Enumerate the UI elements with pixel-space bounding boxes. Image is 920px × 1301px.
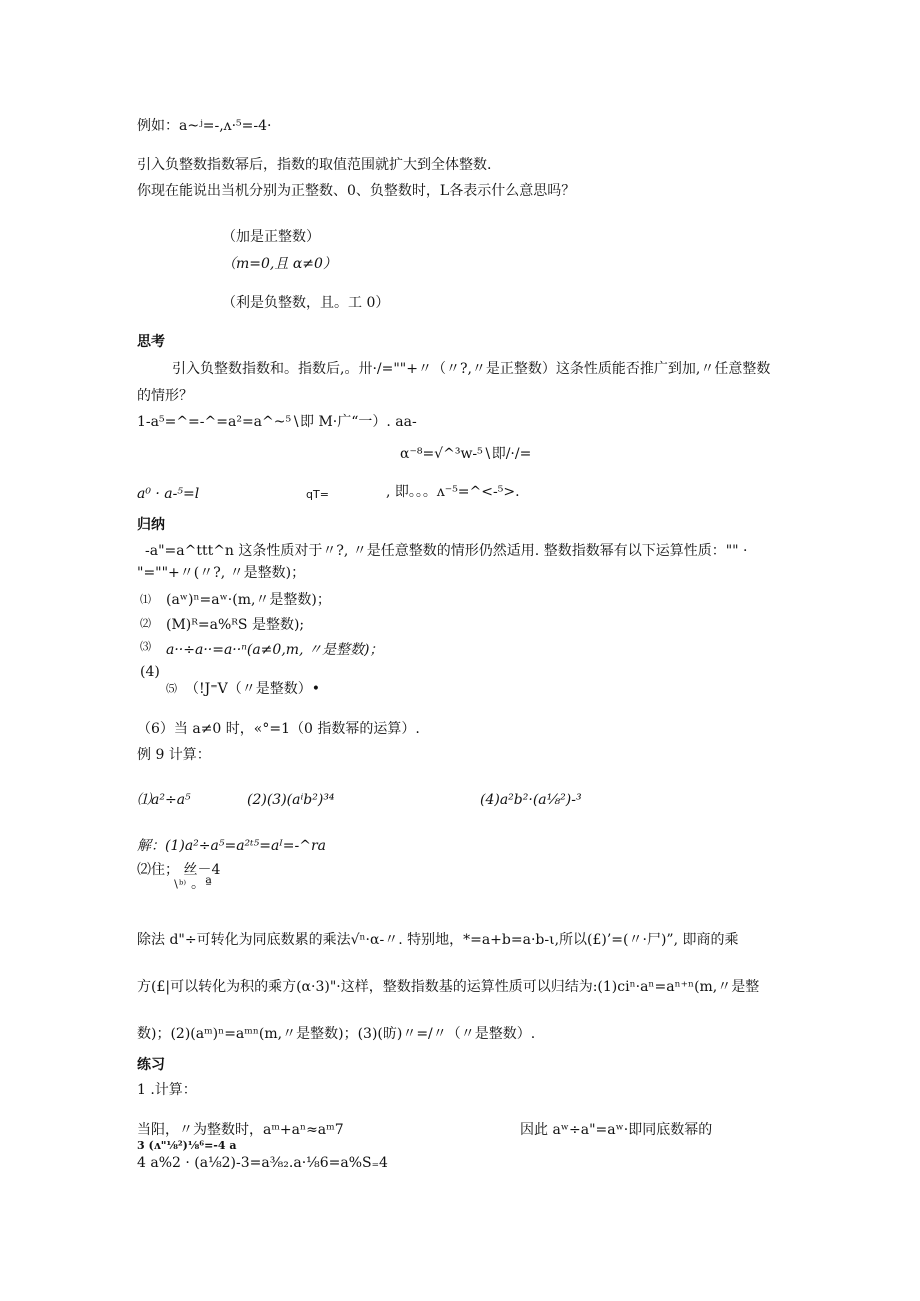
rule-2-number: ⑵ — [140, 617, 151, 630]
line-derivation-3b: qT= — [306, 488, 329, 501]
solution-2-tail: 。ª — [191, 876, 212, 892]
example-9-title: 例 9 计算： — [137, 747, 211, 763]
rule-5: （!J⁼V（〃是整数）• — [185, 681, 320, 697]
case-zero: （m=0,且 α≠0） — [222, 256, 337, 272]
rule-6: （6）当 a≠0 时，«°=1（0 指数幂的运算）. — [137, 721, 420, 737]
line-derivation-1: 1-a⁵=^=-^=a²=a^~⁵∖即 M·广“一）. aa- — [137, 414, 417, 430]
line-derivation-3a: a⁰ · a-⁵=l — [137, 486, 200, 502]
rule-2: (M)ᴿ=a%ᴿS 是整数); — [166, 617, 305, 633]
rule-4-number: (4) — [140, 664, 160, 680]
case-positive: （加是正整数） — [222, 229, 320, 245]
line-summary-1: -a"=a^ttt^n 这条性质对于〃?, 〃是任意整数的情形仍然适用. 整数指数幂有以下运算性质："" · — [145, 543, 748, 559]
rule-3: a··÷a··=a··ⁿ(a≠0,m, 〃是整数)； — [166, 642, 384, 658]
line-derivation-3c: , 即。。。ʌ⁻⁵=^<-⁵>. — [386, 484, 520, 500]
practice-1: 1 .计算： — [137, 1082, 197, 1098]
line-question: 你现在能说出当机分别为正整数、0、负整数时，L各表示什么意思吗？ — [137, 183, 576, 199]
paragraph-division-1: 除法 d"÷可转化为同底数累的乘法√ⁿ·α-〃. 特别地，*=a+b=a·b-ι,所以(£)’=(〃·尸)”, 即商的乘 — [137, 932, 739, 948]
example-9-part-4: (4)a²b²·(a¹⁄₈²)-³ — [480, 792, 582, 808]
rule-3-number: ⑶ — [140, 640, 151, 653]
rule-5-number: ⑸ — [166, 682, 177, 695]
rule-1: (aʷ)ⁿ=aʷ·(m,〃是整数)； — [166, 592, 331, 608]
solution-1: 解：(1)a²÷a⁵=a²ᵗ⁵=aᴵ=-^ra — [137, 838, 327, 854]
solution-2: ⑵住； 丝－4 — [137, 862, 221, 878]
practice-4: 4 a%2 · (a⅛2)-3=a³⁄₈₂.a·⅛6=a%S₌4 — [137, 1155, 388, 1171]
heading-summary: 归纳 — [137, 517, 165, 533]
heading-think: 思考 — [137, 334, 165, 350]
rule-1-number: ⑴ — [140, 593, 151, 606]
line-example-intro: 例如：a~ʲ=-,ʌ·⁵=-4· — [137, 118, 272, 134]
example-9-part-2: (2)(3)(aⁱb²)³⁴ — [247, 792, 335, 808]
case-negative: （利是负整数，且。工 0） — [222, 295, 390, 311]
heading-practice: 练习 — [137, 1057, 165, 1073]
line-think-1: 引入负整数指数和。指数后,。卅·/=""+〃（〃?,〃是正整数）这条性质能否推广到加,〃任意整数 — [172, 361, 771, 377]
practice-line-right: 因此 aʷ÷a"=aʷ·即同底数幂的 — [520, 1122, 713, 1138]
practice-3: 3 (ʌ"⅛²)⅛⁶=-4 a — [137, 1139, 237, 1152]
paragraph-division-2: 方(£|可以转化为积的乘方(α·3)"·这样，整数指数基的运算性质可以归结为:(1)ciⁿ·aⁿ=aⁿ⁺ⁿ(m,〃是整 — [137, 979, 760, 995]
example-9-part-1: ⑴a²÷a⁵ — [137, 792, 191, 808]
practice-line-left: 当阳，〃为整数时，aᵐ+aⁿ≈aᵐ7 — [137, 1122, 344, 1138]
line-derivation-2: α⁻⁸=√^³w-⁵∖即/·/= — [400, 446, 532, 462]
solution-2-fraction: ∖ᵇ⁾ — [172, 878, 187, 891]
line-summary-2: "=""+〃(〃?, 〃是整数)； — [137, 565, 306, 581]
line-think-2: 的情形？ — [137, 388, 193, 404]
line-range-extended: 引入负整数指数幂后，指数的取值范围就扩大到全体整数. — [137, 157, 492, 173]
paragraph-division-3: 数)；(2)(aᵐ)ⁿ=aᵐⁿ(m,〃是整数)；(3)(昉)〃=/〃（〃是整数）. — [137, 1026, 536, 1042]
